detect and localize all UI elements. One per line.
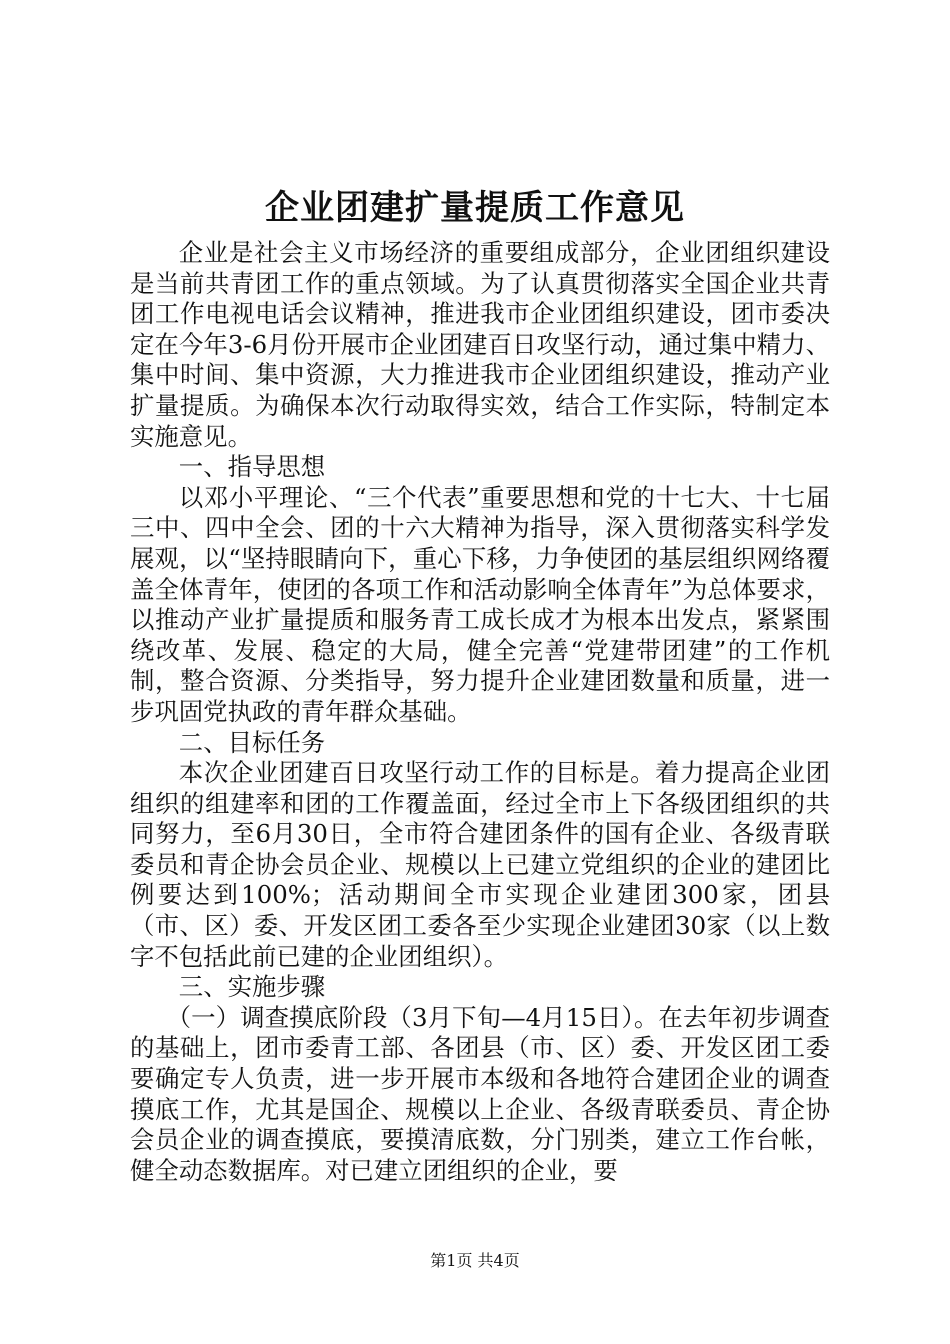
section-heading-goals: 二、目标任务 [178, 727, 326, 757]
section-heading-steps: 三、实施步骤 [178, 972, 326, 1002]
page-number-footer: 第1页 共4页 [430, 1251, 520, 1270]
goals-paragraph: 本次企业团建百日攻坚行动工作的目标是。着力提高企业团组织的组建率和团的工作覆盖面，经过全市上下各级团组织的共同努力，至6月30日，全市符合建团条件的国有企业、各级青联委员和青企协会员企业、规模以上已建立党组织的企业的建团比例要达到100%；活动期间全市实现企业建团300家，团县（市、区）委、开发区团工委各至少实现企业建团30家（以上数字不包括此前已建的企业团组织）。 [130, 758, 830, 971]
guiding-ideology-paragraph: 以邓小平理论、“三个代表”重要思想和党的十七大、十七届三中、四中全会、团的十六大精神为指导，深入贯彻落实科学发展观，以“坚持眼睛向下，重心下移，力争使团的基层组织网络覆盖全体青年，使团的各项工作和活动影响全体青年”为总体要求，以推动产业扩量提质和服务青工成长成才为根本出发点，紧紧围绕改革、发展、稳定的大局，健全完善“党建带团建”的工作机制，整合资源、分类指导，努力提升企业建团数量和质量，进一步巩固党执政的青年群众基础。 [130, 482, 830, 726]
steps-paragraph: （一）调查摸底阶段（3月下旬—4月15日）。在去年初步调查的基础上，团市委青工部、各团县（市、区）委、开发区团工委要确定专人负责，进一步开展市本级和各地符合建团企业的调查摸底工作，尤其是国企、规模以上企业、各级青联委员、青企协会员企业的调查摸底，要摸清底数，分门别类，建立工作台帐，健全动态数据库。对已建立团组织的企业，要 [130, 1002, 830, 1185]
document-body [130, 238, 830, 1186]
document-title: 企业团建扩量提质工作意见 [265, 188, 685, 228]
intro-paragraph: 企业是社会主义市场经济的重要组成部分，企业团组织建设是当前共青团工作的重点领域。为了认真贯彻落实全国企业共青团工作电视电话会议精神，推进我市企业团组织建设，团市委决定在今年3-6月份开展市企业团建百日攻坚行动，通过集中精力、集中时间、集中资源，大力推进我市企业团组织建设，推动产业扩量提质。为确保本次行动取得实效，结合工作实际，特制定本实施意见。 [130, 238, 830, 451]
section-heading-guiding-ideology: 一、指导思想 [178, 452, 326, 482]
